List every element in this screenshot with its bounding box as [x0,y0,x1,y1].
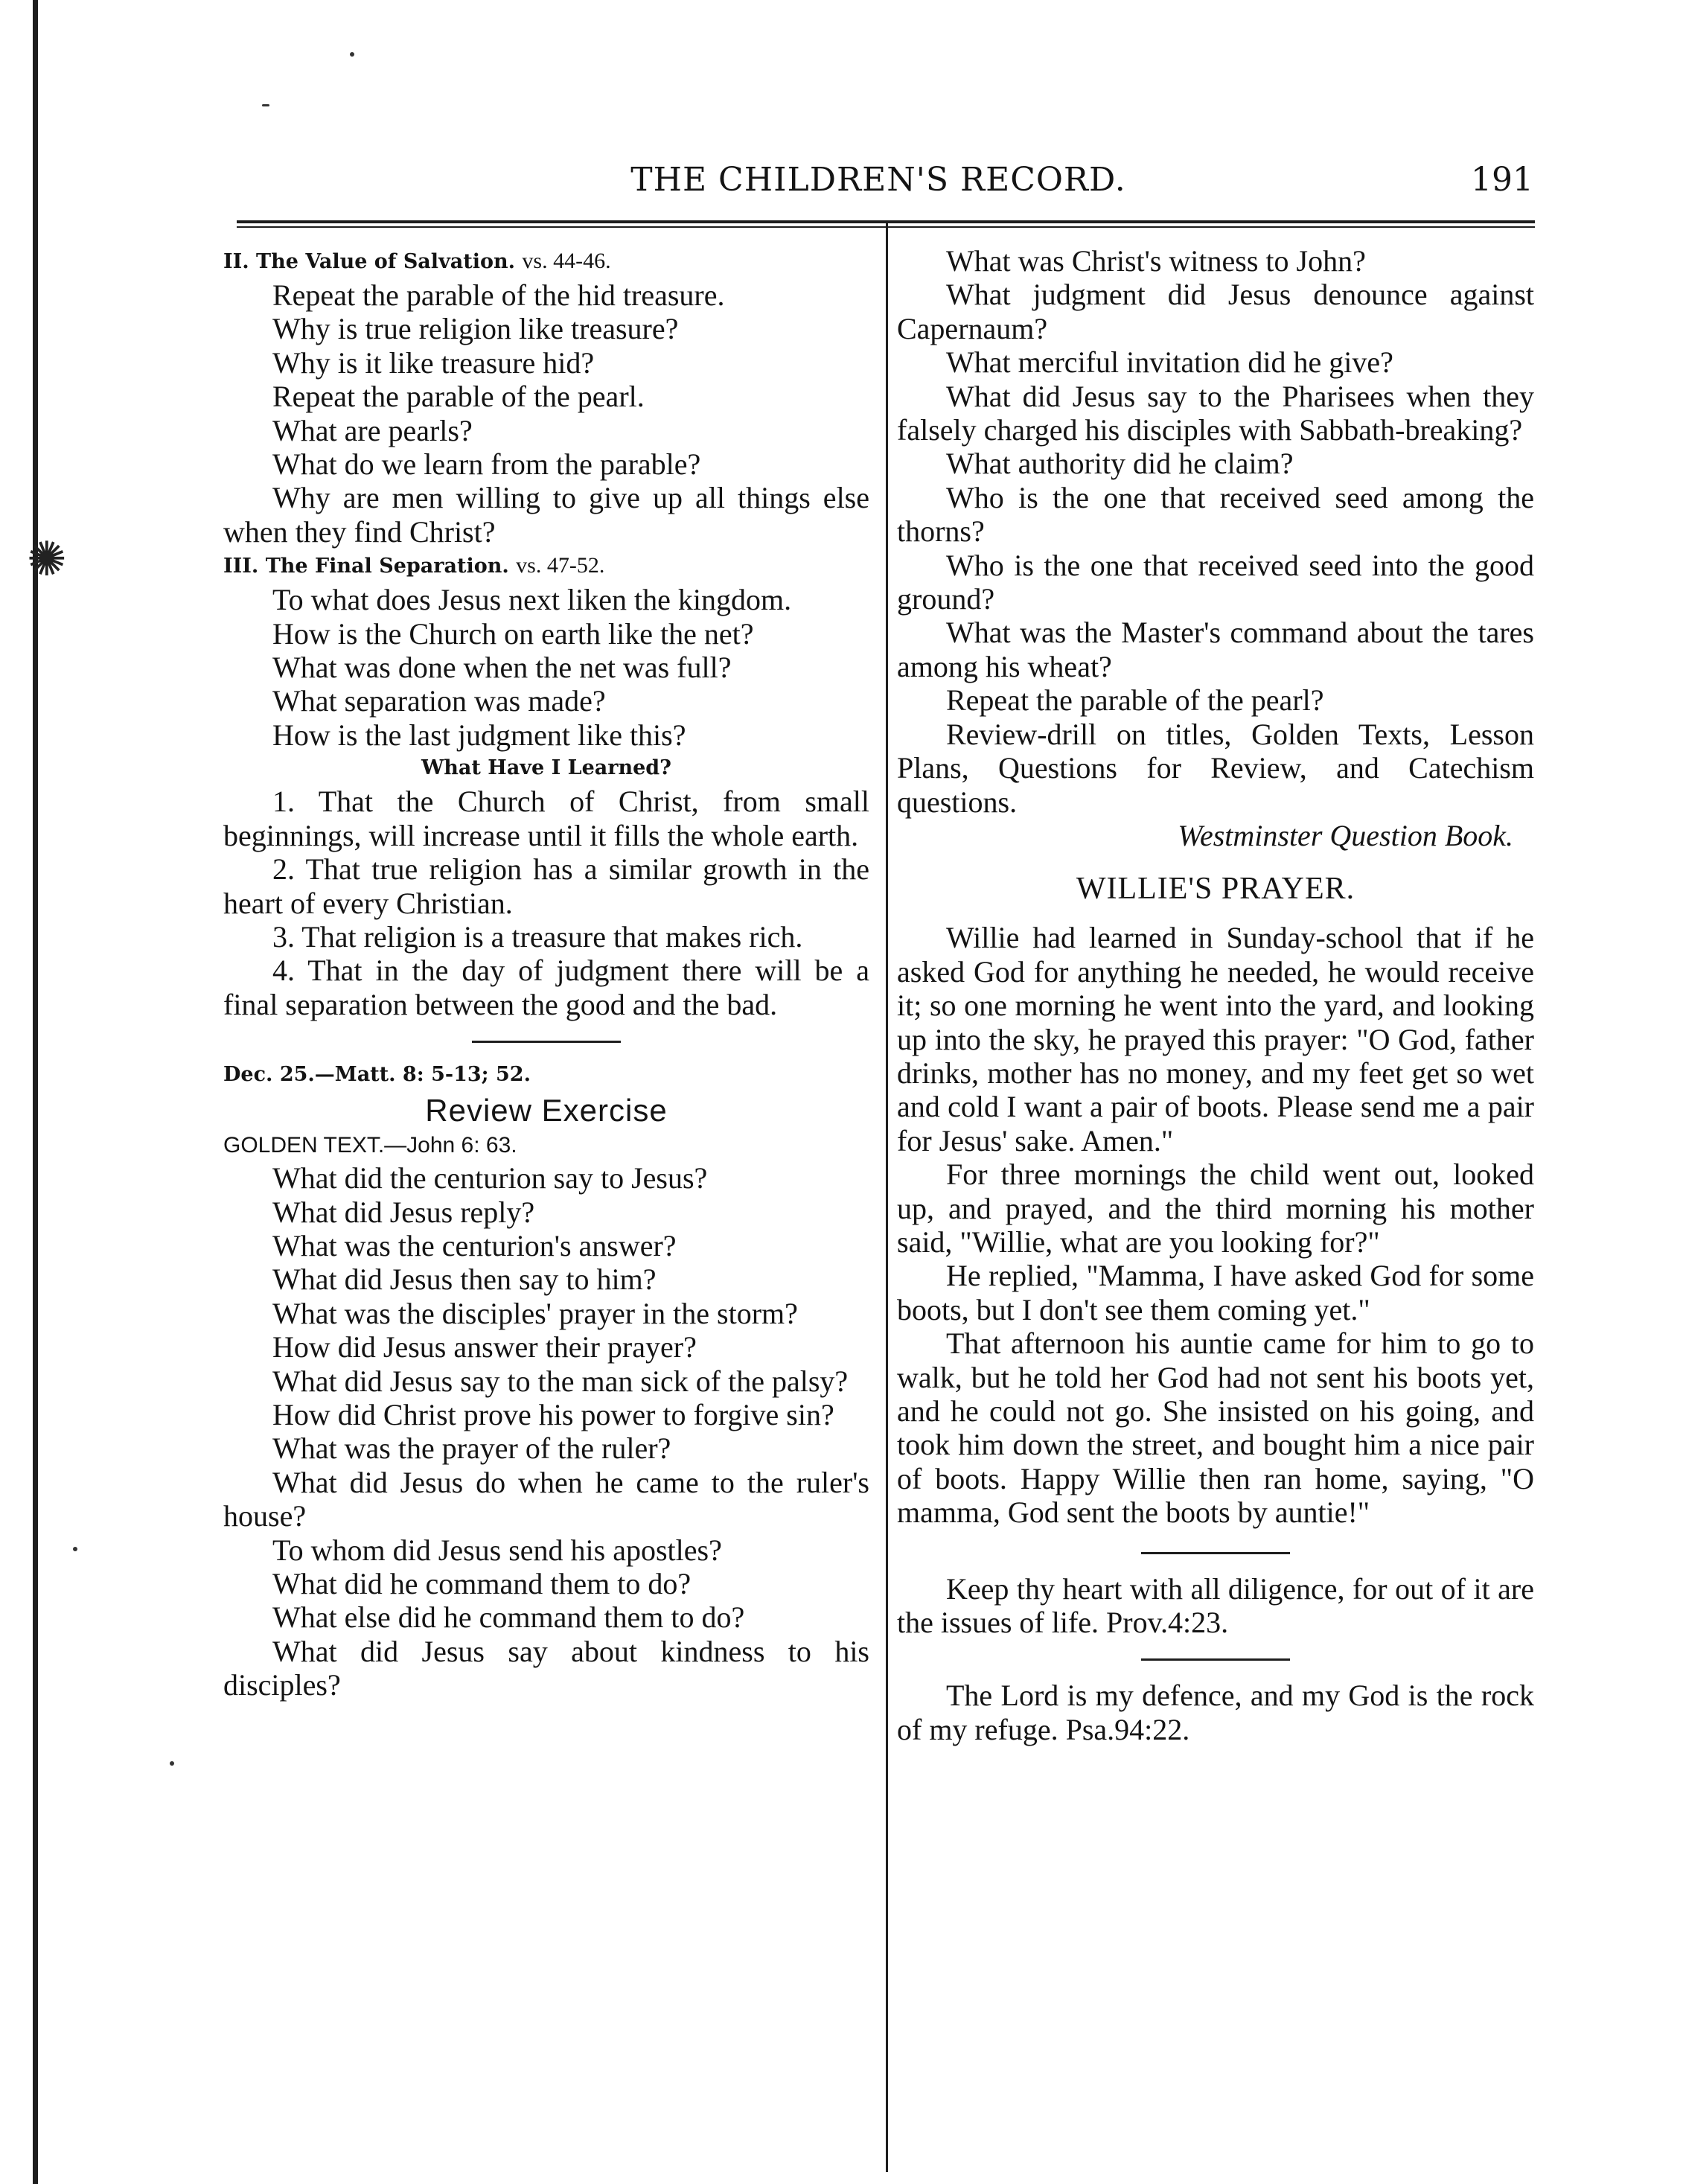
section-divider [472,1041,621,1043]
scripture-verse: Keep thy heart with all diligence, for out of it are the issues of life. Prov.4:23. [897,1571,1534,1640]
question: What was the centurion's answer? [272,1228,677,1262]
ink-speck [170,1761,174,1766]
question: Who is the one that received seed into the good ground? [897,548,1534,616]
ink-speck [262,104,269,106]
section-divider [1141,1552,1290,1554]
learned-item: 4. That in the day of judgment there will be a final separation between the good and the bad. [223,954,869,1021]
question: Why is true religion like treasure? [272,312,679,346]
question: How is the last judgment like this? [272,718,686,752]
question: What did Jesus do when he came to the ruler's house? [223,1465,869,1533]
section-heading: III. The Final Separation. vs. 47-52. [223,553,605,578]
question: Repeat the parable of the pearl. [272,380,645,414]
question: Why is it like treasure hid? [272,345,595,380]
question: What was the disciples' prayer in the storm? [272,1296,798,1330]
question: What authority did he claim? [946,447,1294,481]
question: What are pearls? [272,413,473,447]
question: How is the Church on earth like the net? [272,616,754,651]
question: What judgment did Jesus denounce against Capernaum? [897,278,1534,345]
question: What did he command them to do? [272,1567,692,1600]
question: What do we learn from the parable? [272,447,701,482]
question: What separation was made? [272,684,606,718]
story-paragraph: Willie had learned in Sunday-school that if he asked God for anything he needed, he would receive it; so one morning he went into the yard, and looking up into the sky, he prayed this prayer: "O God, father drinks, mother has no money, and my feet get so wet and cold I want a pair of boots. Please send me a pair for Jesus' sake. Amen." [897,921,1534,1158]
question: What did the centurion say to Jesus? [272,1161,708,1195]
question: What was done when the net was full? [272,651,732,685]
journal-title: THE CHILDREN'S RECORD. [630,161,1126,199]
question: What did Jesus say about kindness to his disciples? [223,1634,869,1702]
right-column [897,244,1534,1746]
question: What was Christ's witness to John? [946,244,1366,278]
binding-edge [33,0,38,2184]
learned-item: 3. That religion is a treasure that makes rich. [272,919,803,954]
question: What was the Master's command about the tares among his wheat? [897,616,1534,683]
question: What did Jesus then say to him? [272,1262,657,1297]
question: To whom did Jesus send his apostles? [272,1533,722,1567]
question: Why are men willing to give up all things else when they find Christ? [223,481,869,549]
source-attribution: Westminster Question Book. [1178,818,1513,852]
question: What did Jesus say to the Pharisees when they falsely charged his disciples with Sabbath-breaking? [897,379,1534,447]
story-title: WILLIE'S PRAYER. [1076,872,1355,907]
running-header [223,161,1533,205]
ink-blot-mark: ✺ [27,532,67,587]
learned-item: 1. That the Church of Christ, from small beginnings, will increase until it fills the whole earth. [223,785,869,852]
learned-heading: What Have I Learned? [421,756,671,780]
left-column [223,244,869,1702]
ink-speck [73,1547,77,1551]
section-divider [1141,1658,1290,1661]
story-paragraph: For three mornings the child went out, looked up, and prayed, and the third morning his mother said, "Willie, what are you looking for?" [897,1158,1534,1259]
page-number: 191 [1471,161,1533,199]
story-paragraph: That afternoon his auntie came for him to go to walk, but he told her God had not sent his boots yet, and he could not go. She insisted on his going, and took him down the street, and bought him a nice pair of boots. Happy Willie then ran home, saying, "O mamma, God sent the boots by auntie!" [897,1326,1534,1530]
section-heading: II. The Value of Salvation. vs. 44-46. [223,249,611,273]
ink-speck [350,52,354,57]
learned-item: 2. That true religion has a similar growth in the heart of every Christian. [223,852,869,920]
question: Repeat the parable of the pearl? [946,683,1324,718]
question: What merciful invitation did he give? [946,345,1393,380]
question: What did Jesus reply? [272,1195,535,1229]
question: Repeat the parable of the hid treasure. [272,278,725,312]
question: What was the prayer of the ruler? [272,1431,671,1466]
question: To what does Jesus next liken the kingdom. [272,583,792,617]
column-divider [886,222,888,2172]
golden-text: GOLDEN TEXT.—John 6: 63. [223,1133,517,1158]
question: What did Jesus say to the man sick of the palsy? [272,1364,849,1398]
lesson-title: Review Exercise [425,1093,668,1128]
question: Who is the one that received seed among the thorns? [897,480,1534,549]
lesson-reference: Dec. 25.—Matt. 8: 5-13; 52. [223,1063,531,1087]
story-paragraph: He replied, "Mamma, I have asked God for some boots, but I don't see them coming yet." [897,1259,1534,1326]
question: How did Jesus answer their prayer? [272,1330,697,1364]
question: How did Christ prove his power to forgive sin? [272,1397,834,1431]
question: Review-drill on titles, Golden Texts, Lesson Plans, Questions for Review, and Catechism questions. [897,717,1534,819]
question: What else did he command them to do? [272,1600,745,1635]
scripture-verse: The Lord is my defence, and my God is the rock of my refuge. Psa.94:22. [897,1679,1534,1746]
